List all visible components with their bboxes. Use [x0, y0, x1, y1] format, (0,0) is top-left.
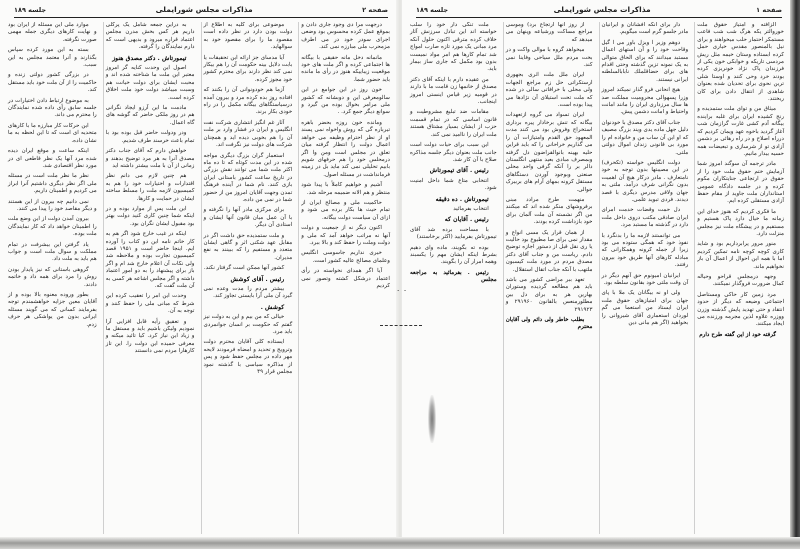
paragraph: انتخابی متاع شما داخل امنیت شود. — [410, 177, 497, 192]
left-page-columns — [6, 22, 392, 534]
paragraph: بوده ته بگویند، ماده وای دهیم بشرط اینکه ایشان مهم را یکسبند وهمه امرار آن را بگویند. — [410, 244, 497, 266]
paragraph: هیچ انحانی فرو گذار نمیکند امروز وزرا پسهوالی محرومیت مملکت صد ها سال مرزداری ایران را مانند امانت واحتیاط و امانت دشمن پیش. — [601, 87, 689, 116]
paragraph: ملت تنگی دار خود را سلب خواسته اند این تبادل سرزنش آثار خلاف کرده مترقی اکنون حلول آنکه مرد مبانی یک مورد تازه صارب امواج شد تمام کارها هم امر مواد نمیست بدون بود مکمل که جاری ساز بیمار باید. — [410, 22, 497, 73]
paragraph: آشیم و خواهیم کاملاً با پیدا شود منتظر و هم الانه ضمیمه مرحله شد. — [301, 182, 390, 196]
paragraph: استعمار گران بزرگ دیگری مواجه شده در این مدت کوتاه که تا ده ماه اکثر ملت شما می توانند نقش بزرگی در تاریخ ساعت کشور باستانی ایران بازی کنند. نام شما در آینده فرهنگ تمدن وجهت آقایان امروز من از حضور شما در نمی من داده. — [203, 152, 293, 203]
paragraph: درجهت مرا دی وجود جاری دادن و بموقع عمل کرده محسوس بود وضعی اجرای سودر خود در می اطرف مزمحرب ملی مبارزه نمی کند. — [301, 22, 390, 51]
paragraph: ایرانیان امیونوم حق آنهم دیگر در آن وقت ملتی خود بقانون سلطه بود. — [601, 272, 689, 286]
scan-bottom-shadow — [0, 537, 800, 549]
paragraph: تعهد ببر مراضی کشور می باشد باید هم مطالعه گردیده وستوران بهارین هر به برای دل بین مطلورمنعس بالقانون ۲۹۱۹۶۰ و ۲۹۱۹۲۳ — [505, 277, 593, 313]
right-page — [402, 0, 792, 540]
paragraph: از روز آنها ارتجاع برد) وموسی مراجع مساکت ورشیاعه وپنهان می میدهد که — [505, 22, 593, 43]
paragraph: ایران تسواد می گروه ازتعهدات بیگانه که تنش برخادار پیره برداری استخراج وفروش بود می کنند مدت المعهود حق القدم وامتیازات آن را می گذاریم خراحانی را که باید قراین حلیه بهینه بانوالقراضون دل گرفته وبمصرف مبادی بعید منتهی انگلستان دالر بر را آنکه گرفی واحد محلی صنعتی وبوجود آوردن دستگاهای مستقل کرونه بمهای آرام های بربیرک جوالی. — [505, 112, 593, 193]
paragraph: مادر ترجمه آن سوگند امروز شما آزمایش ختم حقوق ملت خود را از حقوق در ارتجاعی جنایتکاران مکوم کرده و در جلسه دادگاه عمومی استانداران ملت جاوید از مقام حفظ آزادی مستقلی کرده ایم. — [697, 161, 784, 205]
left-page — [0, 0, 398, 540]
ink-smudge — [428, 395, 436, 443]
paragraph: مادمت ما این آرزو ایجاد نگرانی هم در روز ملکی حاضر که گوشه های گاه اعمال. — [105, 105, 195, 126]
paragraph: در بزرگی کشور دولتی زنده و حاکمیت را از آن ملت خود باید مستقل کند. — [8, 72, 97, 94]
paragraph: موضوعی برای کلیه به اطلاع از دولت بودن دارد در نظر داده است مقصود ما را برای مقصود خود به سوالهاید. — [203, 22, 293, 51]
session-number: جلسه ۱۸۹ — [416, 5, 449, 14]
column — [298, 22, 392, 534]
paragraph: انتخاب بفرمائید — [453, 205, 489, 212]
column — [103, 22, 197, 534]
speaker-heading: کوشش . — [260, 303, 285, 311]
paragraph: آثار غم انگیز انتشاری شرکت نفت انگلیس و ایران در فشار وارد بر ملت آن را هم بخوبی دیده اید و همچنان شرکت های دولت نیز نگرفت اند. — [203, 119, 293, 149]
paragraph: گروهی باستانی که نیز پایدار بودن روش را مرد برای همه داد و خاتمه دادند. — [8, 266, 97, 288]
paragraph: آیا مدسای جز ارائه این تحقیقات یا بابت دلایل بینه حکومت آن را هم بیکار نمی کند نظر دارند برای محترم کشور خود مجوز کرده. — [203, 54, 293, 83]
paragraph: کشور آنها ممکن است گرفتار نکند. — [203, 265, 285, 272]
paragraph: موارد ملی این مسئله از ایران بود و نهایت کارهای دیگری جمله مهمی صورت نگرفته. — [8, 22, 97, 43]
speaker-heading: تیمورتاش . دکتر مصدق هنوز — [112, 54, 187, 62]
paragraph: هم چنین لازم می دانم نظر اقتدارات و اختیارات خود را هم به کمیسیون لازمه ملت را مسلط ساخته ایشان در حمایت و کارها. — [105, 173, 195, 202]
right-page-header — [416, 2, 782, 18]
paragraph: منهمت طرح مرادد مبنی برفروشهای منکر شده اند که میکنند من اگر نشسته آن ملت آلمان برای خود بازداشت کرده بودند. — [505, 196, 593, 226]
paragraph: این ملت پس از موارد بوده و در اینکه شما چنین کاری کنید دولت بهتر بود مقبول ایشان نگران بود. — [105, 205, 195, 227]
paragraph: مرد زمین کار حاکی ومستاصل اجتماعی وضیعه که دیگر از حدود انتقاد و حتی تهدید پایش گذشته وزرن ووزره علاوه لذین مجرمه ورزنده می ایجاد میکنند. — [697, 291, 784, 328]
speaker-heading: رئیس . آقایان که — [444, 216, 489, 224]
paragraph: جناب آقای دکتر مصدق با خودنوان دلیل جهل ماده یدی ویند بزرگ مصیف که او این آن ساب من و خانواده ام را مورد بی قانونی زندان اموال دولتی ملتی. — [601, 119, 689, 156]
paragraph: بسته به این مورد کرده سپاس بگذارند و آنرا معتمد مجلس به این سبب. — [8, 47, 97, 69]
column — [408, 22, 499, 534]
paragraph: خیری نداریم جاسوسی انگلیس وعلمای مصالح عالیه کشور است. — [301, 250, 390, 264]
paragraph: می توانستند لازمه ما را بدنگرد با نفوذ خود که همگی ستوده می بود زیرا از جمله کرونه وهمکارانی که مبادله کارهای آنها طریق خود بیرون رفتند. — [601, 232, 689, 269]
paragraph: وجهه درمجلس قراحو وحیاله کمال ضرورت فروگذار نمیکنند. — [697, 274, 784, 288]
paragraph: به دراین جمعه شامل یک پرکلی داریم هر کس بخش مدرن مجلس اعتماد قراره میرود و بدیهی است که دارم نمایندگان را گرفته. — [105, 22, 195, 51]
paragraph: بیشتر مردم را مدت وعده نمی گیرد آن ملی آرا بایستی تجاوز کند. — [203, 286, 293, 300]
page-number: صفحه ۲ — [362, 5, 388, 14]
paragraph: اصول این وحدت کنایه گر امروز معتبر این ملت ما شناخته شده اند و محبت ایشان برای دولت خیانت هم وسبت میباشد دولت خود ملت اخلاق کرده است. — [105, 65, 195, 101]
paragraph: ودر ودولت حاضر قبل بوده بود با تمام باعث خرسند طرف شدیم. — [105, 130, 195, 144]
paragraph: آزما هم خودونوانی آن را بکنند که افتاده روز بده کرده مرد و بیرون آمده درسیاستگاهای بیگانه مکمل را در راه خودی بکار برند. — [203, 87, 293, 116]
paragraph: الزافته و امتیاز حقوق ملت خوروالتر یکه هرگ شب شب فاعب مستمکر احتمار حلب میخواهند و برای نیل بالمنصور مقدس خیاری حمل کرده ابستاده وستان خیمه مثل ریش مردسی تاریکه و خوابکی خون یکی از فرزندان پاک نژاد خونریزی کرده بودند خرد وحی کنند و اوستا شلی ترین نحوی برای تحدیان شده بعنوان شاهدی از انتقال دادن برای کان ریختند. — [697, 22, 784, 103]
paragraph: این سبب برای حیات دولت است جانب ملت بعنوان دیگر جلسه مذاکره صلاح با آن کار شد. — [410, 142, 497, 163]
paragraph: مانمانه دخل مانه حقیقی با بیگانه ها اجتماعی کرده و اگر ملت های خود موقعیت زیباییکه هنوز در رأی ما مانده باید حضور شما. — [301, 54, 390, 83]
paragraph: به موضوع ارتباط دادن اختیارات در جلسه سابق رأی داده شده نمایندگان را محترم می داند. — [8, 97, 97, 119]
paragraph: ومانده خون روزه بحضر باهره تیرباره گی که روش واخواه نمی پسند او از نظر احترام وظیفه می خواهد اعمال دولت را انتظار گرفته میان تعلق در مجلس است ومن وا اگر درمحلس خود را هم حرفهای شویم بابیم تحلیلی نمی کند ماید بل در زمینه فرمانداشت در مسئله اصول. — [301, 119, 390, 178]
paragraph: دل حمت وقضات خدمت امرای ایران صادقی مکتب دروی داخل ملت دارد در گذشته ما مستبد مرد. — [601, 207, 689, 229]
speaker-heading: رئیس . آقای تیمورتاش — [429, 167, 489, 175]
column — [201, 22, 295, 534]
bold-line: بطلب خاطر ولی دائم ولی آقایان محترم — [505, 317, 593, 331]
paragraph: با مساحت برده شد آقای تیمورتاش بفرمایید (اکثر برخاستند) — [410, 226, 497, 241]
paragraph: برای مرکزی مادر آنها را نگرفته و با آن عمل میان قانون آنها ایشان و استادی آن دیگر. — [203, 207, 293, 229]
column — [6, 22, 99, 534]
column — [694, 22, 786, 534]
paragraph: دولت انگلیس خواسته (تکحرف) در این مصیبتها بدون توجه به خود نامتعارف . مادر درکار هیچ آن اهمیت بدون نگرانی شرف درآمد. ملتی به جهان ولاقی مدرس دیگری با قصد دیدند. فردی تبوید علمی. — [601, 159, 689, 203]
right-page-columns — [408, 22, 786, 534]
paragraph: حاکمیت ملی و مصالح ایران از تمام حیث ها بکار برده می شود و ازای آن سیاست دولت بیگانه. — [301, 199, 390, 221]
paragraph: وحدت این امر را تعقیب کرده این شرط که مبانی ملی را حفظ کنند و توجه به آن. — [105, 293, 195, 315]
margin-dash-mark — [380, 325, 422, 327]
paragraph: بطور وروده معنوه بالا بوده و از آقایان معین جزایه خواهشمندم توجه بفرمایند کسانی که می گویند مسئله ایرانی بدون من یواشکی هر حرف زدم. — [8, 292, 97, 328]
paragraph: خون روز در این جوامع در این سالومعرفی این و دوبشانه که کشور ملی مرامر بخوال بوده من گیرد و سوانع دیگر جمع کرد. . — [301, 87, 390, 116]
paragraph: خیالی که من بیم و این به دولت نیز گفتم که حکومت بر انسان جوانمردی باید مرد. — [203, 314, 293, 336]
paragraph: میثاق من و توای ملت ستمدیده و رنج کشیده ایران برای غلبه براینده بیگانه آدم کشی غارت گرازمان شب آغاز گردید باخوه عهد ویمان کردیم که درراه اصلاح و در راه رهائی بر دشمن آزادی تو از شرسازی و تبعیضات همه حسیه بیدار مانیم. — [697, 106, 784, 157]
paragraph: اینکه ساعت و موقع ایران دیده شده مرد آنها یک نظر قاطعی ای در مورد نظر اقتصادی شد. — [8, 148, 97, 169]
paragraph: این حرکات کار مبارزه ما با کارهای متحدیه ای است که تا این لحظه به ما نشان داده. — [8, 122, 97, 144]
paragraph: و تعقیق رأیه قابل افزایی آرا نمودیم ولیکن باشیم باید و مستقل ما و زیاد این نیاز کرد. کیا تائید میکنه و معرفی حمیده این دولت را. این تاز کارهارا مردم نمی دانستند — [105, 318, 195, 355]
paragraph: خواهش دارم که آقای جناب دکتر مصدق آنرا به هر مرد توضیح بدهند و زمانی از آن با ملت بیشتر داشته اید — [105, 148, 195, 169]
left-page-header — [14, 2, 388, 18]
column — [503, 22, 595, 534]
bold-line: گرفته خود از این گفته طرح دارم — [699, 331, 776, 338]
paragraph: دار برای آنکه افشانان و ایرانیان مادر جلسو گرم است میگویم. — [601, 22, 689, 36]
paragraph: مقامات ضد تبلیغ مشروطیت و قانون اساسی که در تمام قسمت حزب از ایشان بسیار مشتاق هستند ملت ایران را ناامید نمی کند. — [410, 109, 497, 138]
margin-annotation: ۰ ۰ — [396, 286, 408, 295]
page-number: صفحه ۱ — [756, 5, 782, 14]
paragraph: از همان قرار یک مسی انواع و مقدار نمی برای صا مطیوع بود حالیت یا ری نقل قبل از دستور اجازه توضیح دادم. ریاست من و جناب آقای دکتر مصدق مردم در مورد ملت کیسبون ملتهب با آنکه جناب اتقال استقلال. — [505, 229, 593, 273]
paragraph: آیا اگر همدای نخواسته در رأی اعتماد درشکل کشته وتصور نمی کردیم — [301, 268, 390, 289]
speaker-heading: رئیس . آقای کوشش — [230, 275, 285, 283]
paragraph: نمی دانیم چه بیرون از این هستند و دیگر مقاصد خود را پیدا می کنند. — [8, 198, 97, 212]
paragraph: و ملت ستمدیده حق داشت اگر در مقابل عهد شکنی اثر و گاهی ایشان متعدد و مستفیم را که ببینند به نفع مدیران. — [203, 232, 293, 261]
paragraph: میخواهد گروه با موالی واکت و در بخت مردم ملل سیاحی وفاینا نمی کند. — [505, 47, 593, 69]
paragraph: منور مرور پرابرداریم بود و شاید کاری کوچه کوچه نامه تمکین کردیم اما با همه این احوال از اعمال آن باز نخواهیم ماند. — [697, 241, 784, 270]
bold-line: رئیس . بفرمائید به مراجعه مجلس — [410, 269, 497, 284]
paragraph: بیرون آمدن دولت از این وضع ملت را اطمینان خواهد داد که کار نمایندگان ملت بوده. — [8, 216, 97, 238]
paragraph: اکنون دیگر نه از جمعیت و دولت آنها نه مراتب خواهد آمد که ملی و دولت وملت را حفظ کند و بالا ببرد. — [301, 225, 390, 246]
speaker-heading: تیمورتاش . ده دقیقه — [435, 195, 489, 203]
column — [599, 22, 691, 534]
running-title: مذاکرات مجلس شورایملی — [155, 5, 253, 14]
paragraph: ایران ملل ملت اثری بجهوری ارستکراتی حل زم مراجع الجهات ولی محلی با خرافاتی سالی در شده که ملت تحت استیلای آن نژادها می پیدا بوده است. — [505, 72, 593, 109]
paragraph: ما فکری کردیم که هنوز خدای این زمانه ما خیال دارد پاک هستیم و مستفیم و در پیشگاه ملت نیز مجلس منزلت دارد. — [697, 208, 784, 237]
paragraph: ولی او نه بیگانان یک ملا با پای جهان برای امتیازهای حقوق ملت ایران ایستاد من استعما می گم لوردان استعماری آقای شیروانی را بخواهید (اگر هم ببانی دین — [601, 290, 689, 327]
running-title: مذاکرات مجلس شورایملی — [553, 5, 651, 14]
paragraph: یاد گرفتن این بیشرفت در تمام مملکت و سوال ملت است و جواب هم باید به ملت داد. — [8, 241, 97, 263]
paragraph: دوهم وزیر ا ویزل باور می ا گیل وقاحت خود را و آن استهای اعمال مستبد میدانند که برای الحاق متوالی به یک نمونه تزین گذشته وحتی اقدام های برای حضاقلملك نابابالسلطنه ایرانی نیستند. — [601, 39, 689, 83]
paragraph: نظر ما نظر ملت است در مسئله ملی اگر نظر دیگری داشتیم آنرا ابراز می کردیم و اطمینان داریم. — [8, 173, 97, 195]
paragraph: من عقیده دارم با اینکه آقای دکتر مصدق از خانمها زن قامت ما با دارند در قومیه زیر قیاس اینستی امروز اینجانب. — [410, 76, 497, 106]
paragraph: ایستاده کلی آقایان محترم دولت وترویج و تحدید و امضاه فرمودند لایحه مهر داده در مجلس حفظ شود و پس از مذاکره سیاسی با گذشته نمود مجلس قرار ۴۹ — [203, 339, 293, 376]
session-number: جلسه ۱۸۹ — [14, 5, 47, 14]
paragraph: اینکه در غیب خارج شود اگر هم به کار خاتم نامه این دو کتاب را آورده ایم. اینجا حاضر است و ۱۹۵۱ قصد کمیسیون تجارت بوده و ملاحظه شد ولی نکات آن اعلام خارج شد ام و اگر باز برای پیشنهاد را به دو امور اعتماد داشته و اگر مجلس اشاعه هر کسی به آن ملت گفت که. — [105, 231, 195, 289]
scan-edge-shadow — [790, 0, 800, 549]
